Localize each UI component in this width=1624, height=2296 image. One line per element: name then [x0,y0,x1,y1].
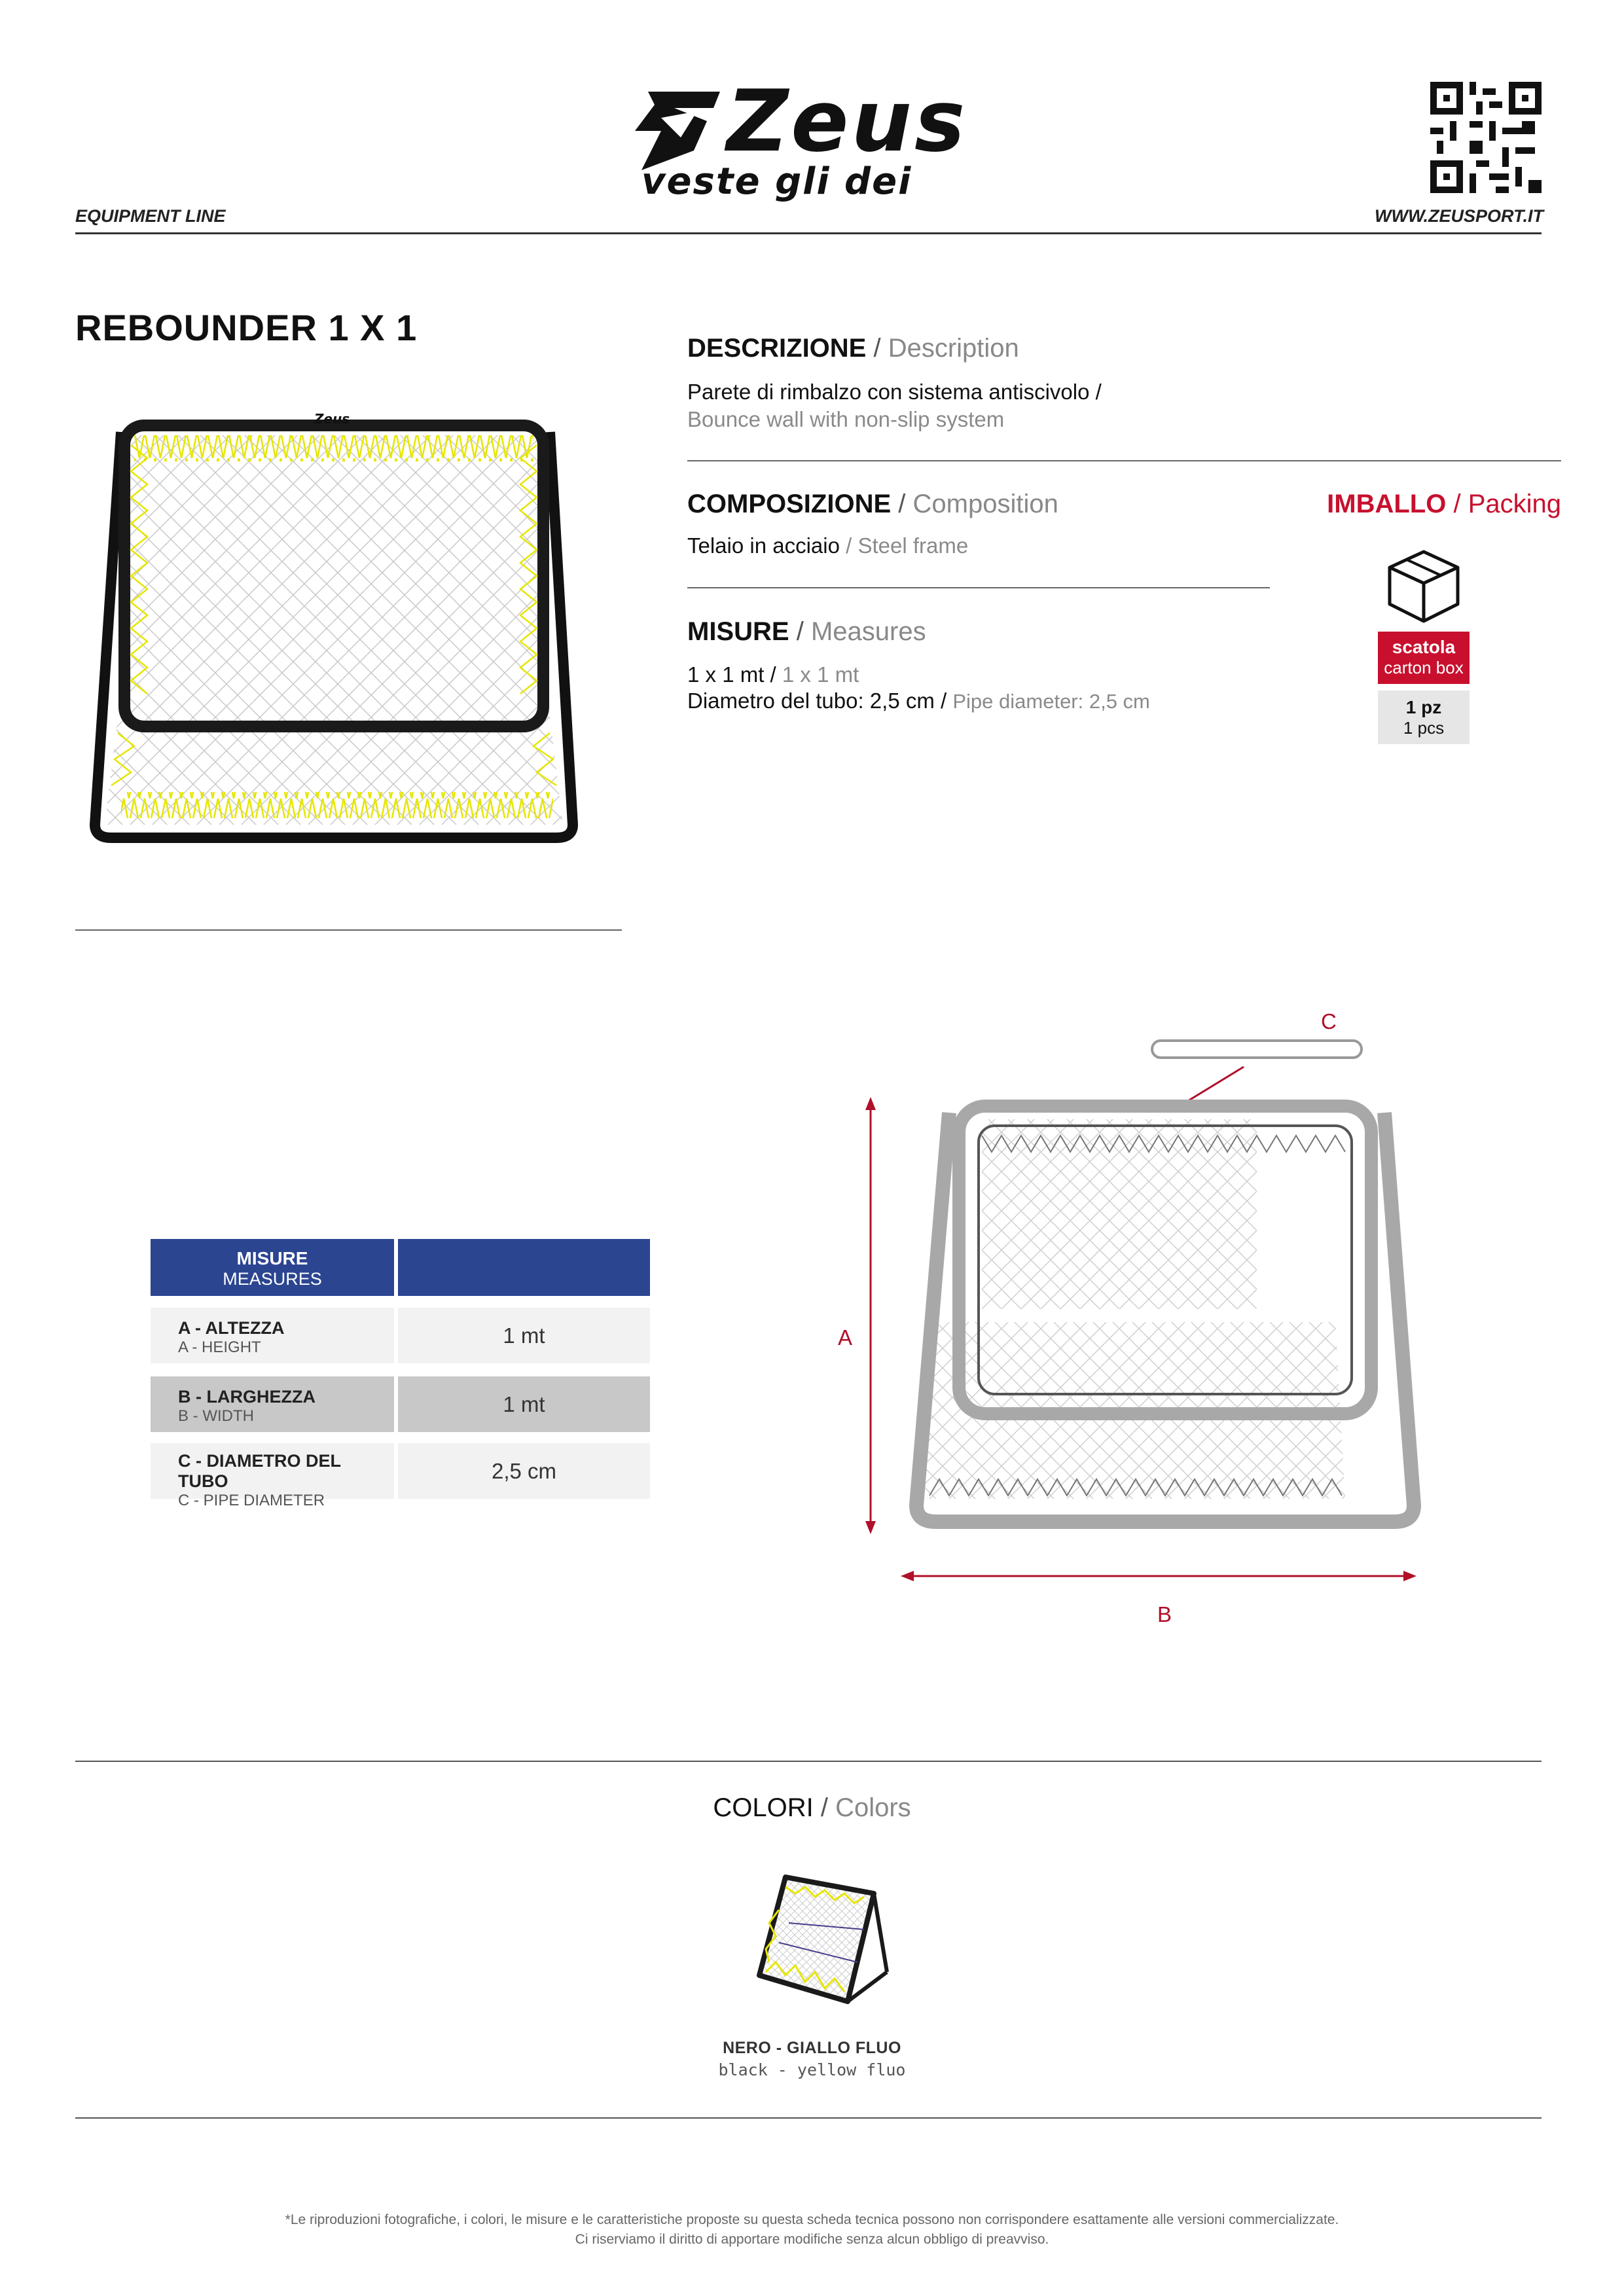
measures-line-1: 1 x 1 mt / 1 x 1 mt [687,662,859,687]
qr-code-icon [1430,82,1542,193]
composition-heading-en: Composition [912,490,1058,518]
packing-qty-badge [1378,691,1470,744]
color-swatch-label-en: black - yellow fluo [718,2060,906,2079]
carton-box-icon [1384,547,1463,625]
colors-bottom-divider [75,2117,1542,2119]
equipment-line-label: EQUIPMENT LINE [75,206,226,226]
composition-text: Telaio in acciaio / Steel frame [687,533,969,558]
table-header-blank [398,1239,650,1296]
table-value: 1 mt [398,1376,650,1432]
pipe-pointer [1185,1067,1244,1103]
packing-heading-it: IMBALLO [1327,490,1447,518]
composition-heading-it: COMPOSIZIONE [687,490,892,518]
dimension-label-b: B [1157,1602,1172,1626]
description-heading-en: Description [888,334,1019,363]
composition-divider [687,587,1270,588]
product-title: REBOUNDER 1 X 1 [75,307,418,348]
color-swatch-label-it: NERO - GIALLO FLUO [723,2039,901,2057]
product-image [82,406,586,851]
header-divider [75,232,1542,234]
dimension-label-c: C [1321,1009,1337,1033]
table-row: C - DIAMETRO DEL TUBO C - PIPE DIAMETER [151,1443,394,1499]
colors-heading-en: Colors [835,1793,911,1822]
table-row: B - LARGHEZZA B - WIDTH [151,1376,394,1432]
image-divider [75,929,622,931]
description-divider [687,460,1561,461]
frame-logo: Zeus [314,411,350,427]
footer-disclaimer-2: Ci riserviamo il diritto di apportare modifiche senza alcun obbligo di preavviso. [575,2232,1049,2247]
description-text-en: Bounce wall with non-slip system [687,407,1005,431]
table-header-label: MISURE MEASURES [151,1239,394,1296]
colors-heading: COLORI / Colors [713,1793,911,1822]
packing-box-en: carton box [1384,658,1464,677]
brand-tagline: veste gli dei [641,160,912,203]
packing-qty-it: 1 pz [1405,697,1442,717]
measures-heading-it: MISURE [687,617,789,646]
qr-code[interactable] [1430,82,1542,193]
colors-heading-it: COLORI [713,1793,814,1822]
colors-top-divider [75,1761,1542,1762]
brand-name: Zeus [727,71,968,171]
table-value: 2,5 cm [398,1443,650,1499]
composition-heading: COMPOSIZIONE / Composition [687,490,1058,518]
measures-line-2: Diametro del tubo: 2,5 cm / Pipe diameter: 2,5 cm [687,689,1150,713]
dimension-diagram [825,995,1453,1584]
description-heading: DESCRIZIONE / Description [687,334,1019,363]
footer-disclaimer-1: *Le riproduzioni fotografiche, i colori, le misure e le caratteristiche proposte su questa scheda tecnica possono non corrispondere esattamente alle versioni commercializzate. [285,2212,1339,2227]
packing-box-it: scatola [1392,637,1456,657]
measures-heading: MISURE / Measures [687,617,926,646]
packing-box-badge [1378,632,1470,684]
pipe-sample [1152,1041,1362,1058]
table-row: A - ALTEZZA A - HEIGHT [151,1308,394,1363]
packing-heading: IMBALLO / Packing [1327,490,1561,518]
measures-heading-en: Measures [810,617,926,646]
dimension-label-a: A [838,1325,853,1350]
packing-heading-en: Packing [1468,490,1561,518]
description-heading-it: DESCRIZIONE [687,334,867,363]
website-link[interactable]: WWW.ZEUSPORT.IT [1375,206,1543,226]
color-swatch-image[interactable] [740,1864,890,2028]
table-value: 1 mt [398,1308,650,1363]
description-text-it: Parete di rimbalzo con sistema antiscivolo / [687,380,1102,404]
brand-logo [635,72,1001,203]
packing-qty-en: 1 pcs [1403,718,1445,738]
